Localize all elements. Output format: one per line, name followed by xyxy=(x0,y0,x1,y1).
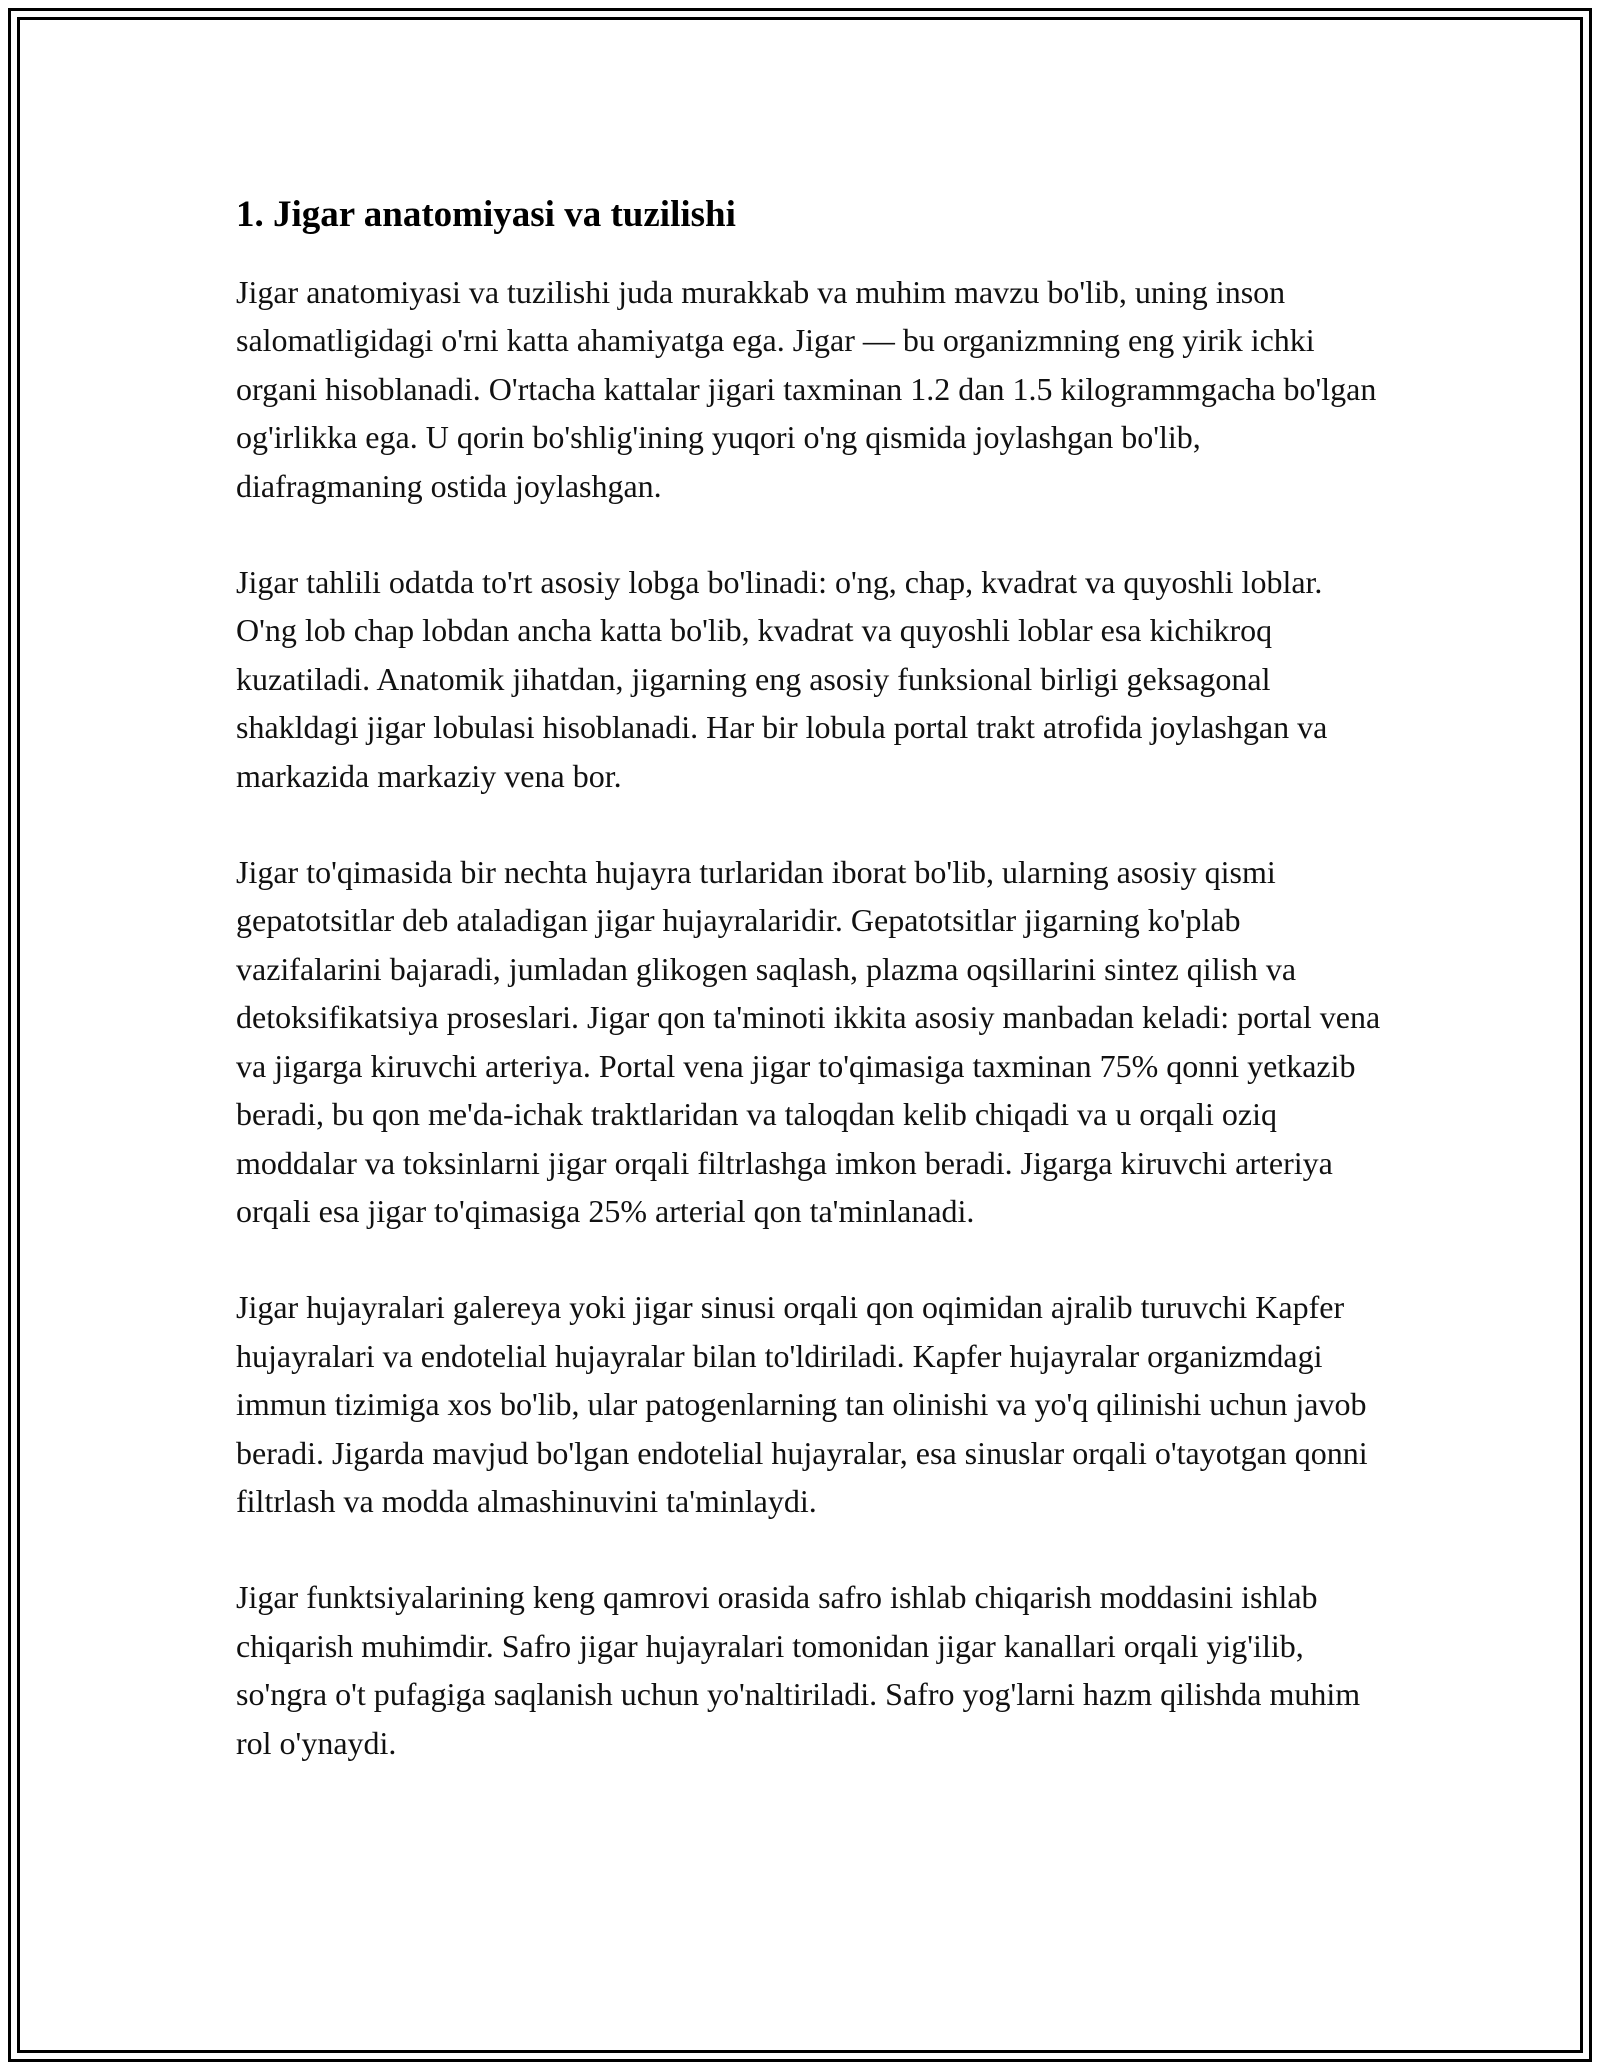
section-heading: 1. Jigar anatomiyasi va tuzilishi xyxy=(236,194,736,235)
document-body xyxy=(236,188,1386,1815)
paragraph-1: Jigar anatomiyasi va tuzilishi juda murakkab va muhim mavzu bo'lib, uning inson salomatligidagi o'rni katta ahamiyatga ega. Jigar — bu organizmning eng yirik ichki organi hisoblanadi. O'rtacha kattalar jigari taxminan 1.2 dan 1.5 kilogrammgacha bo'lgan og'irlikka ega. U qorin bo'shlig'ining yuqori o'ng qismida joylashgan bo'lib, diafragmaning ostida joylashgan. xyxy=(236,274,1377,504)
paragraph-3: Jigar to'qimasida bir nechta hujayra turlaridan iborat bo'lib, ularning asosiy qismi gepatotsitlar deb ataladigan jigar hujayralaridir. Gepatotsitlar jigarning ko'plab vazifalarini bajaradi, jumladan glikogen saqlash, plazma oqsillarini sintez qilish va detoksifikatsiya proseslari. Jigar qon ta'minoti ikkita asosiy manbadan keladi: portal vena va jigarga kiruvchi arteriya. Portal vena jigar to'qimasiga taxminan 75% qonni yetkazib beradi, bu qon me'da-ichak traktlaridan va taloqdan kelib chiqadi va u orqali oziq moddalar va toksinlarni jigar orqali filtrlashga imkon beradi. Jigarga kiruvchi arteriya orqali esa jigar to'qimasiga 25% arterial qon ta'minlanadi. xyxy=(236,854,1381,1229)
paragraph-4: Jigar hujayralari galereya yoki jigar sinusi orqali qon oqimidan ajralib turuvchi Kapfer hujayralari va endotelial hujayralar bilan to'ldiriladi. Kapfer hujayralar organizmdagi immun tizimiga xos bo'lib, ular patogenlarning tan olinishi va yo'q qilinishi uchun javob beradi. Jigarda mavjud bo'lgan endotelial hujayralar, esa sinuslar orqali o'tayotgan qonni filtrlash va modda almashinuvini ta'minlaydi. xyxy=(236,1289,1368,1519)
paragraph-2: Jigar tahlili odatda to'rt asosiy lobga bo'linadi: o'ng, chap, kvadrat va quyoshli loblar. O'ng lob chap lobdan ancha katta bo'lib, kvadrat va quyoshli loblar esa kichikroq kuzatiladi. Anatomik jihatdan, jigarning eng asosiy funksional birligi geksagonal shakldagi jigar lobulasi hisoblanadi. Har bir lobula portal trakt atrofida joylashgan va markazida markaziy vena bor. xyxy=(236,564,1328,794)
paragraph-5: Jigar funktsiyalarining keng qamrovi orasida safro ishlab chiqarish moddasini ishlab chiqarish muhimdir. Safro jigar hujayralari tomonidan jigar kanallari orqali yig'ilib, so'ngra o't pufagiga saqlanish uchun yo'naltiriladi. Safro yog'larni hazm qilishda muhim rol o'ynaydi. xyxy=(236,1579,1361,1761)
